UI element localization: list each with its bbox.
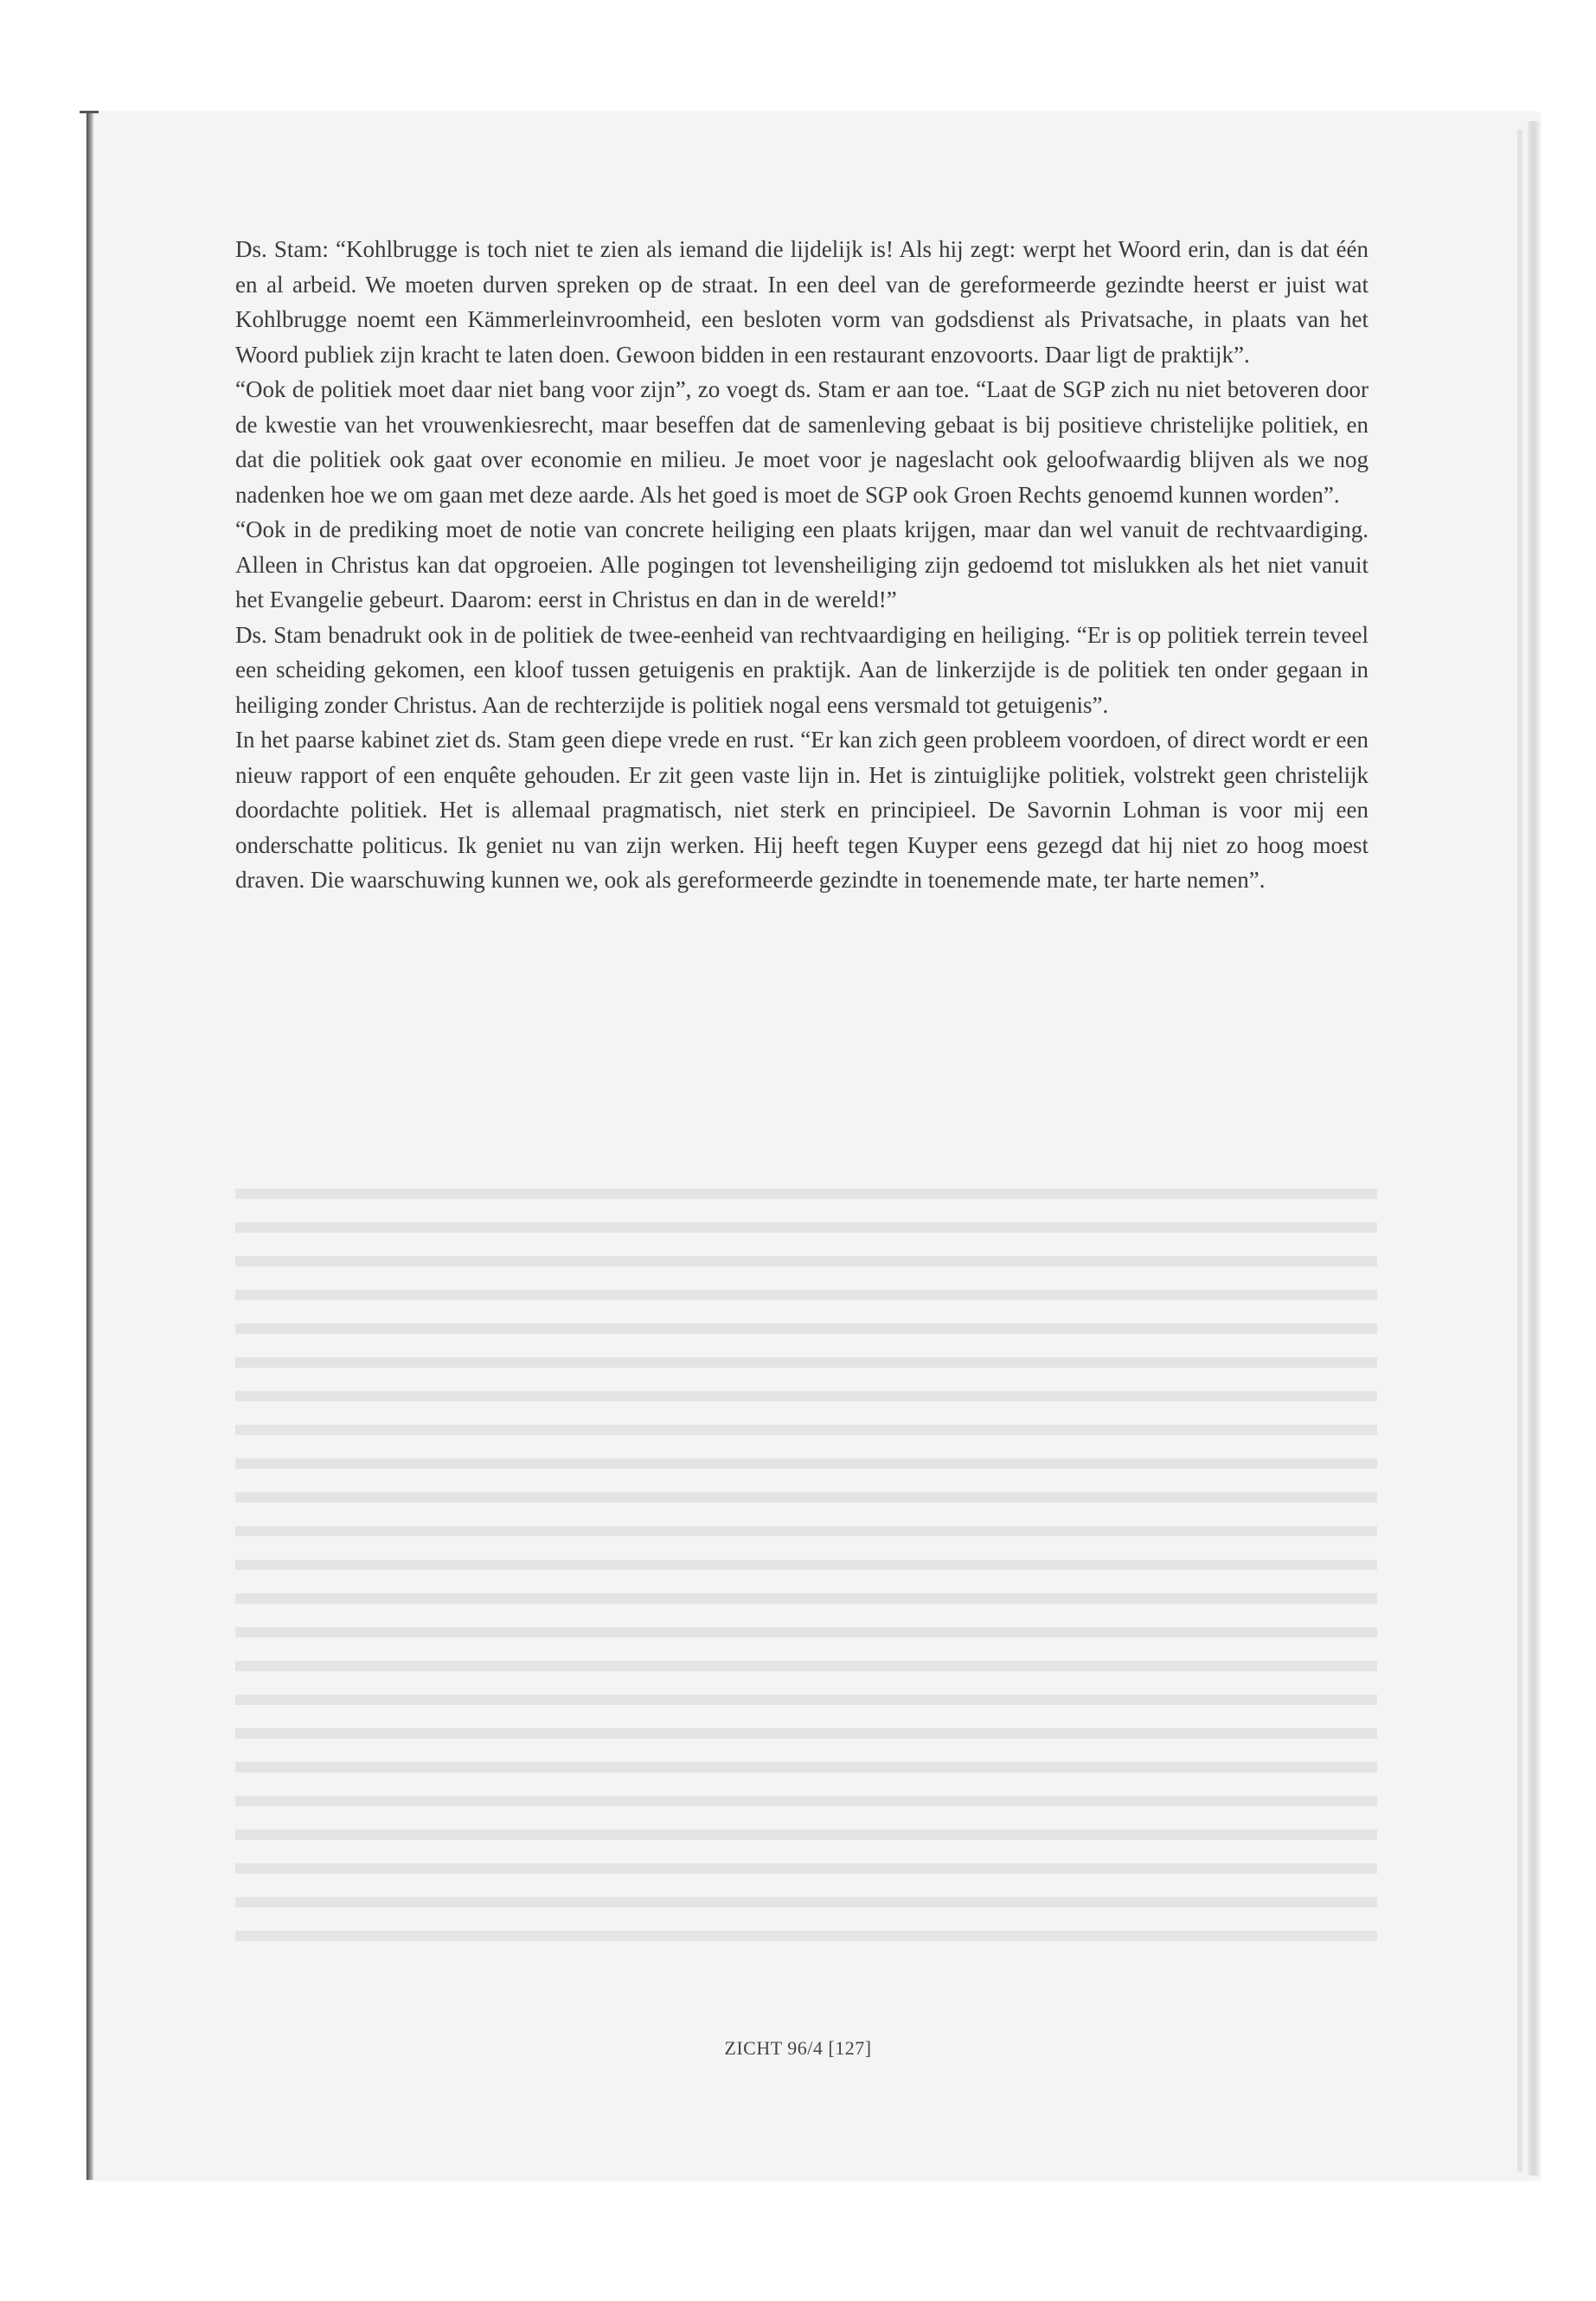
page-edge [1528, 121, 1540, 2176]
paragraph: Ds. Stam benadrukt ook in de politiek de twee-eenheid van rechtvaardiging en heiliging. “Er is op politiek terrein teveel een scheiding gekomen, een kloof tussen getuigenis en praktijk. Aan de linkerzijde is de politiek ten onder gegaan in heiliging zonder Christus. Aan de rechterzijde is politiek nogal eens versmald tot getuigenis”. [235, 621, 1368, 718]
article-body [235, 232, 1368, 898]
paragraph: “Ook in de prediking moet de notie van concrete heiliging een plaats krijgen, maar dan wel vanuit de rechtvaardiging. Alleen in Christus kan dat opgroeien. Alle pogingen tot levensheiliging zijn gedoemd tot mislukken als het niet vanuit het Evangelie gebeurt. Daarom: eerst in Christus en dan in de wereld!” [235, 516, 1368, 612]
bleed-through-text [235, 1176, 1377, 1964]
binding-edge [87, 112, 93, 2180]
paragraph: “Ook de politiek moet daar niet bang voor zijn”, zo voegt ds. Stam er aan toe. “Laat de SGP zich nu niet betoveren door de kwestie van het vrouwenkiesrecht, maar beseffen dat de samenleving gebaat is bij positieve christelijke politiek, en dat die politiek ook gaat over economie en milieu. Je moet voor je nageslacht ook geloofwaardig blijven als we nog nadenken hoe we om gaan met deze aarde. Als het goed is moet de SGP ook Groen Rechts genoemd kunnen worden”. [235, 376, 1368, 508]
page-footer: ZICHT 96/4 [127] [724, 2037, 872, 2059]
paragraph: Ds. Stam: “Kohlbrugge is toch niet te zien als iemand die lijdelijk is! Als hij zegt: werpt het Woord erin, dan is dat één en al arbeid. We moeten durven spreken op de straat. In een deel van de gereformeerde gezindte heerst er juist wat Kohlbrugge noemt een Kämmerleinvroomheid, een besloten vorm van godsdienst als Privatsache, in plaats van het Woord publiek zijn kracht te laten doen. Gewoon bidden in een restaurant enzovoorts. Daar ligt de praktijk”. [235, 236, 1368, 368]
binding-mark [80, 111, 99, 113]
paragraph: In het paarse kabinet ziet ds. Stam geen diepe vrede en rust. “Er kan zich geen probleem voordoen, of direct wordt er een nieuw rapport of een enquête gehouden. Er zit geen vaste lijn in. Het is zintuiglijke politiek, volstrekt geen christelijk doordachte politiek. Het is allemaal pragmatisch, niet sterk en principieel. De Savornin Lohman is voor mij een onderschatte politicus. Ik geniet nu van zijn werken. Hij heeft tegen Kuyper eens gezegd dat hij niet zo hoog moest draven. Die waarschuwing kunnen we, ook als gereformeerde gezindte in toenemende mate, ter harte nemen”. [235, 727, 1368, 893]
page-edge-inner [1517, 130, 1522, 2171]
